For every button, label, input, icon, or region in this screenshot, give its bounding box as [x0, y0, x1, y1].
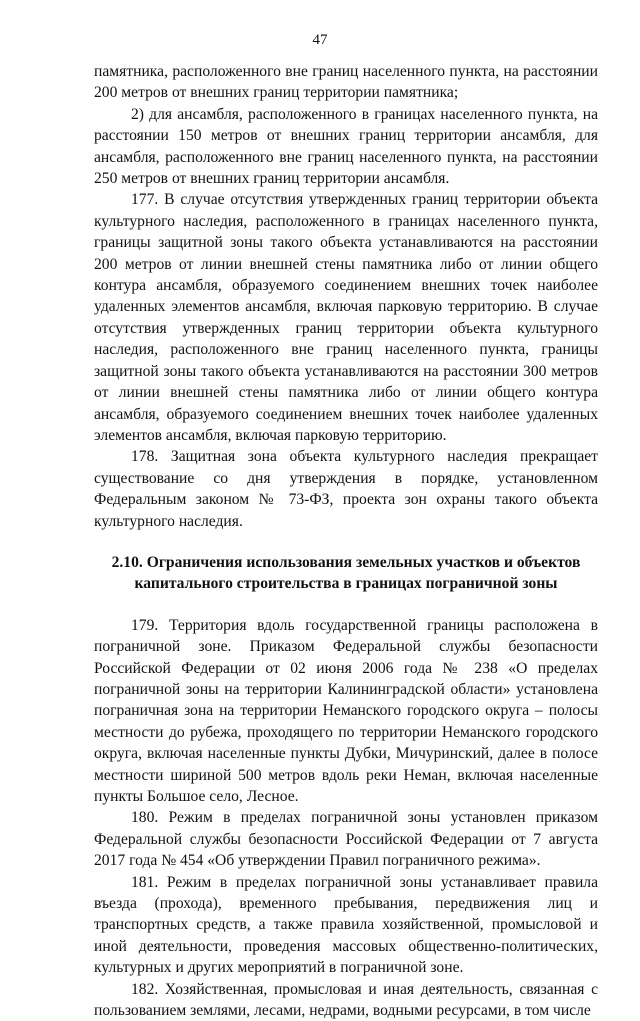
document-body [94, 61, 598, 1021]
page-number: 47 [312, 32, 328, 48]
paragraph-179: 179. Территория вдоль государственной границы расположена в пограничной зоне. Приказом Федеральной службы безопасности Российской Федерации от 02 июня 2006 года № 238 «О пределах пограничной зоны на территории Калининградской области» установлена пограничная зона на территории Неманского городского округа – полосы местности до рубежа, проходящего по территории Неманского городского округа, включая населенные пункты Дубки, Мичуринский, далее в полосе местности шириной 500 метров вдоль реки Неман, включая населенные пункты Большое село, Лесное. [94, 616, 598, 805]
paragraph-181: 181. Режим в пределах пограничной зоны устанавливает правила въезда (прохода), временного пребывания, передвижения лиц и транспортных средств, а также правила хозяйственной, промысловой и иной деятельности, проведения массовых общественно-политических, культурных и других мероприятий в пограничной зоне. [94, 873, 598, 977]
paragraph-182: 182. Хозяйственная, промысловая и иная деятельность, связанная с пользованием землями, лесами, недрами, водными ресурсами, в том числе [94, 980, 598, 1020]
paragraph-180: 180. Режим в пределах пограничной зоны установлен приказом Федеральной службы безопасности Российской Федерации от 7 августа 2017 года № 454 «Об утверждении Правил пограничного режима». [94, 809, 598, 870]
paragraph-177: 177. В случае отсутствия утвержденных границ территории объекта культурного наследия, расположенного в границах населенного пункта, границы защитной зоны такого объекта устанавливаются на расстоянии 200 метров от линии внешней стены памятника либо от линии общего контура ансамбля, образуемого соединением внешних точек наиболее удаленных элементов ансамбля, включая парковую территорию. В случае отсутствия утвержденных границ территории объекта культурного наследия, расположенного вне границ населенного пункта, границы защитной зоны такого объекта устанавливаются на расстоянии 300 метров от линии внешней стены памятника либо от линии общего контура ансамбля, образуемого соединением внешних точек наиболее удаленных элементов ансамбля, включая парковую территорию. [94, 191, 598, 444]
paragraph-continuation: памятника, расположенного вне границ населенного пункта, на расстоянии 200 метров от внешних границ территории памятника; [94, 63, 598, 102]
paragraph-178: 178. Защитная зона объекта культурного наследия прекращает существование со дня утверждения в порядке, установленном Федеральным законом № 73-ФЗ, проекта зон охраны такого объекта культурного наследия. [94, 448, 598, 530]
paragraph-item-2: 2) для ансамбля, расположенного в границах населенного пункта, на расстоянии 150 метров от внешних границ территории ансамбля, для ансамбля, расположенного вне границ населенного пункта, на расстоянии 250 метров от внешних границ территории ансамбля. [94, 105, 598, 188]
section-heading: 2.10. Ограничения использования земельных участков и объектов капитального строительства в границах пограничной зоны [111, 553, 581, 593]
